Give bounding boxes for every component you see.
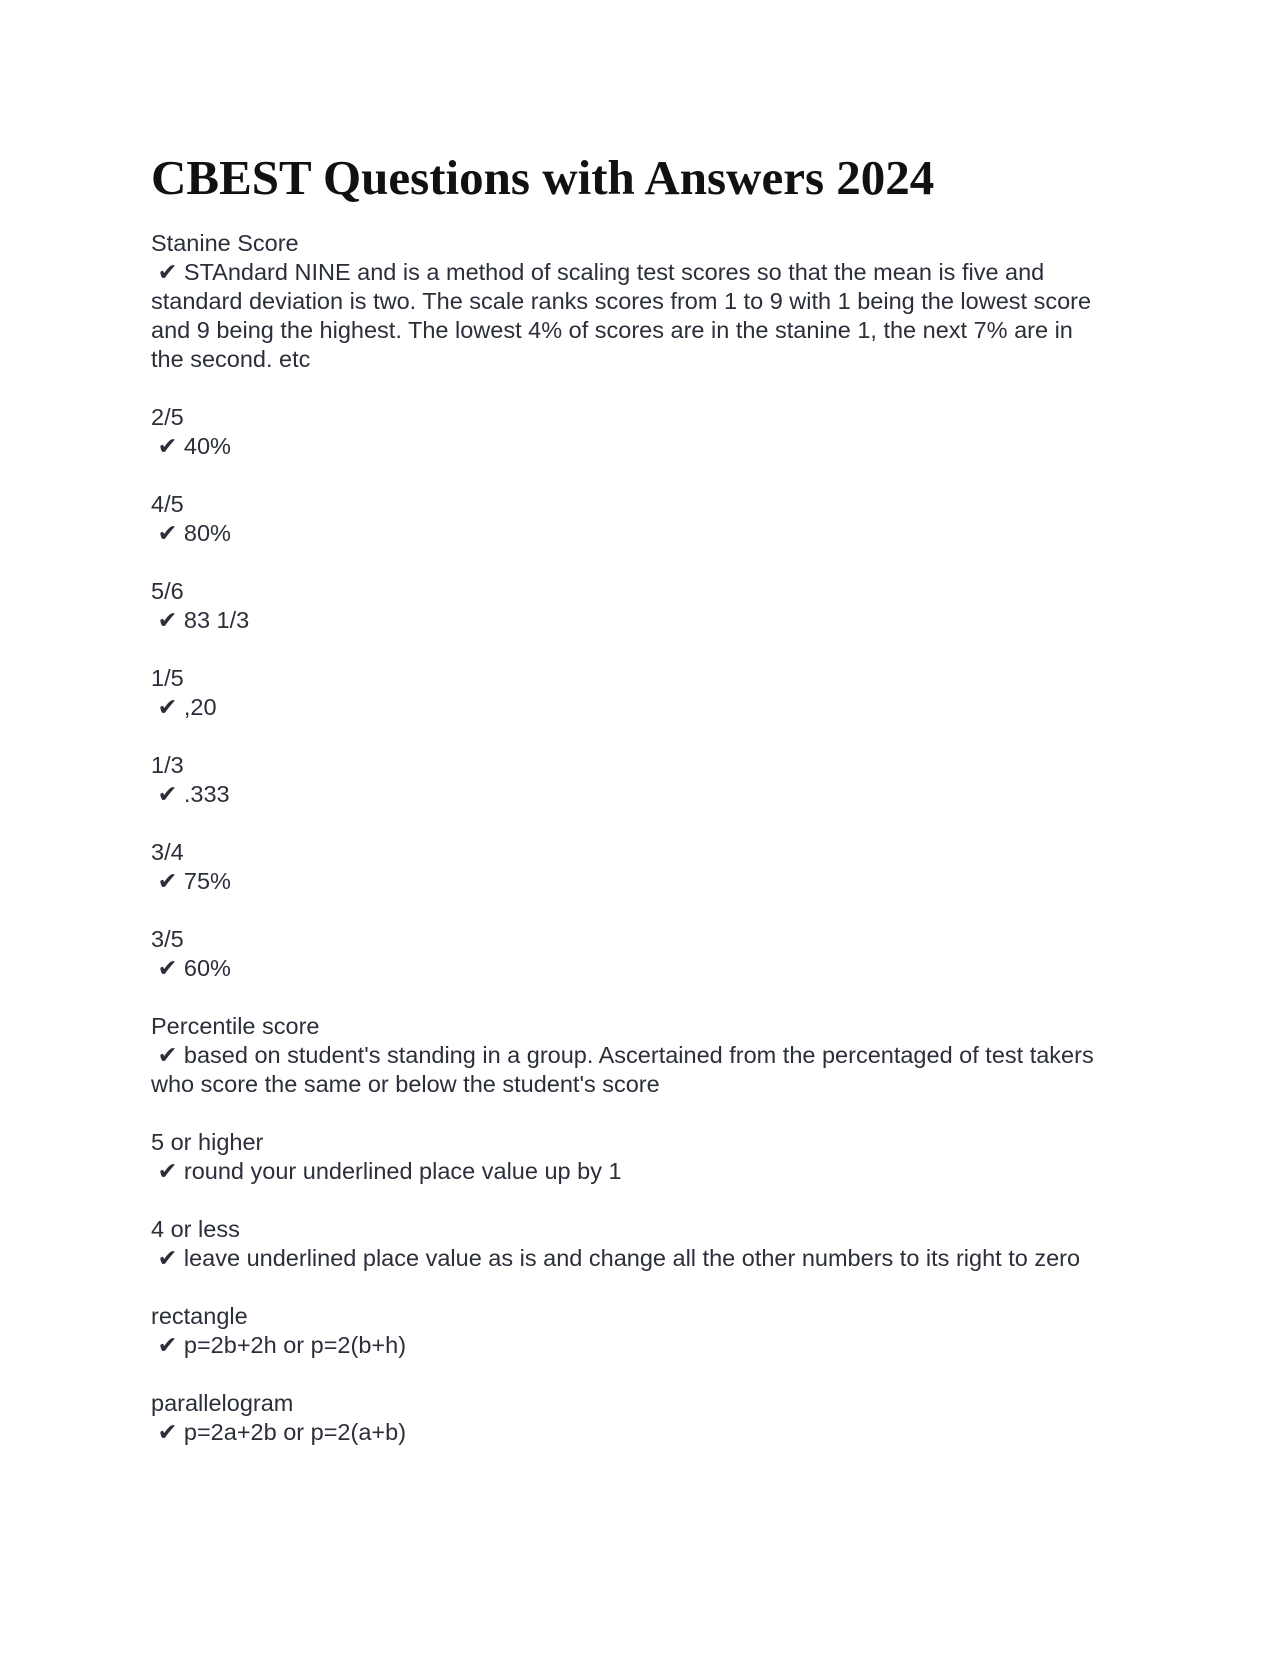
answer-line — [151, 1041, 1111, 1099]
answer-text: p=2a+2b or p=2(a+b) — [183, 1419, 407, 1445]
answer-text: p=2b+2h or p=2(b+h) — [183, 1332, 407, 1358]
answer-text: 83 1/3 — [183, 607, 250, 633]
answer-text: 60% — [183, 955, 231, 981]
question-text: 1/3 — [151, 752, 184, 778]
question-text: 3/5 — [151, 926, 184, 952]
qa-item — [151, 1128, 1111, 1186]
question-text: 3/4 — [151, 839, 184, 865]
answer-text: based on student's standing in a group. Ascertained from the percentaged of test takers who score the same or below the student's score — [151, 1042, 1094, 1097]
question-text: Percentile score — [151, 1013, 320, 1039]
qa-item — [151, 1215, 1111, 1273]
check-icon: ✔ — [157, 867, 178, 895]
check-icon: ✔ — [157, 1331, 178, 1359]
qa-item — [151, 664, 1111, 722]
check-icon: ✔ — [157, 1041, 178, 1069]
answer-text: STAndard NINE and is a method of scaling test scores so that the mean is five and standard deviation is two. The scale ranks scores from 1 to 9 with 1 being the lowest score and 9 being the highest. The lowest 4% of scores are in the stanine 1, the next 7% are in the second. etc — [151, 259, 1092, 372]
question-text: 5/6 — [151, 578, 184, 604]
qa-item — [151, 577, 1111, 635]
answer-line — [151, 867, 1111, 896]
qa-item — [151, 403, 1111, 461]
check-icon: ✔ — [157, 1157, 178, 1185]
answer-line — [151, 258, 1111, 374]
question-text: 4 or less — [151, 1216, 240, 1242]
qa-item — [151, 838, 1111, 896]
answer-line — [151, 1331, 1111, 1360]
check-icon: ✔ — [157, 693, 178, 721]
answer-line — [151, 954, 1111, 983]
answer-line — [151, 1244, 1111, 1273]
answer-line — [151, 1157, 1111, 1186]
qa-item — [151, 1302, 1111, 1360]
answer-line — [151, 519, 1111, 548]
document-page — [151, 150, 1111, 1476]
question-text: Stanine Score — [151, 230, 299, 256]
answer-line — [151, 693, 1111, 722]
answer-text: leave underlined place value as is and change all the other numbers to its right to zero — [183, 1245, 1081, 1271]
qa-item — [151, 925, 1111, 983]
qa-item — [151, 490, 1111, 548]
answer-line — [151, 780, 1111, 809]
question-text: 2/5 — [151, 404, 184, 430]
check-icon: ✔ — [157, 258, 178, 286]
qa-item — [151, 751, 1111, 809]
check-icon: ✔ — [157, 780, 178, 808]
answer-text: 80% — [183, 520, 231, 546]
check-icon: ✔ — [157, 606, 178, 634]
question-text: 4/5 — [151, 491, 184, 517]
question-text: 1/5 — [151, 665, 184, 691]
question-text: parallelogram — [151, 1390, 294, 1416]
check-icon: ✔ — [157, 954, 178, 982]
question-text: 5 or higher — [151, 1129, 264, 1155]
answer-text: 40% — [183, 433, 231, 459]
qa-item — [151, 229, 1111, 374]
answer-line — [151, 606, 1111, 635]
answer-text: round your underlined place value up by 1 — [183, 1158, 622, 1184]
question-text: rectangle — [151, 1303, 248, 1329]
qa-item — [151, 1012, 1111, 1099]
check-icon: ✔ — [157, 1244, 178, 1272]
check-icon: ✔ — [157, 519, 178, 547]
answer-line — [151, 1418, 1111, 1447]
answer-line — [151, 432, 1111, 461]
page-title: CBEST Questions with Answers 2024 — [151, 150, 935, 205]
qa-item — [151, 1389, 1111, 1447]
answer-text: ,20 — [183, 694, 217, 720]
check-icon: ✔ — [157, 432, 178, 460]
check-icon: ✔ — [157, 1418, 178, 1446]
answer-text: .333 — [183, 781, 230, 807]
answer-text: 75% — [183, 868, 231, 894]
